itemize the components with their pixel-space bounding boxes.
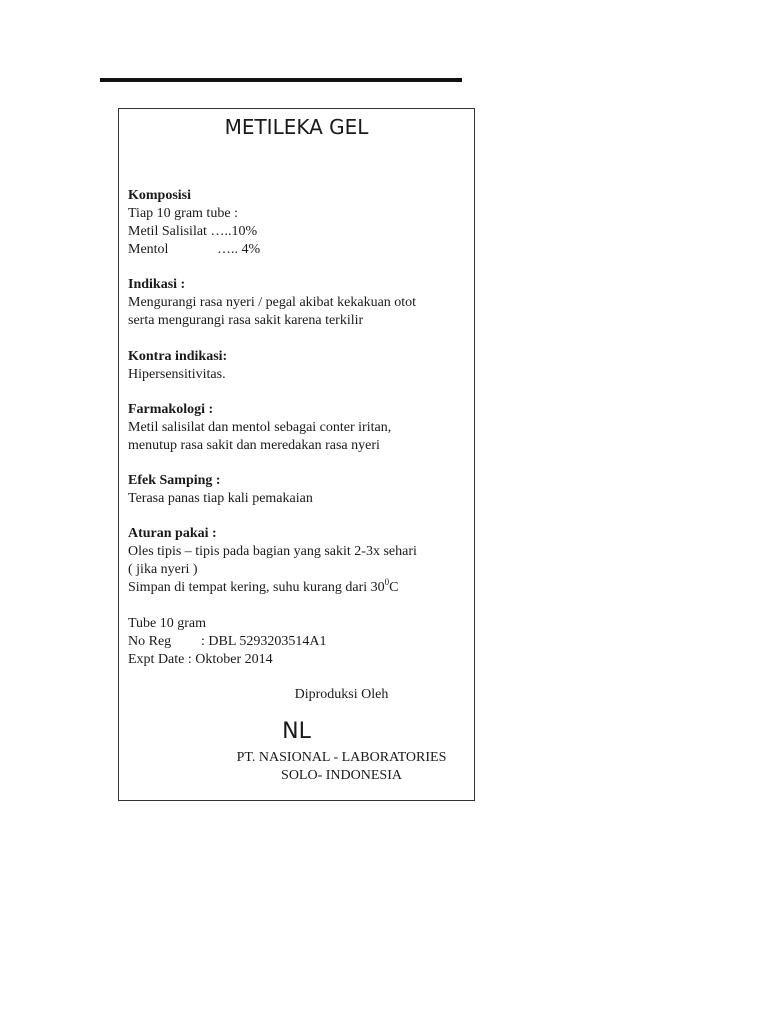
indikasi-heading: Indikasi : [128,277,186,292]
product-label [118,108,475,801]
komposisi-item-mentol [128,241,468,259]
produced-by: Diproduksi Oleh [294,687,389,702]
indikasi-line-1: Mengurangi rasa nyeri / pegal akibat kekakuan otot [128,295,417,310]
storage-text: Simpan di tempat kering, suhu kurang dari 30 [128,580,385,595]
farmakologi-line-1: Metil salisilat dan mentol sebagai conter iritan, [128,420,392,435]
product-title: METILEKA GEL [224,115,369,139]
farmakologi-line-2: menutup rasa sakit dan meredakan rasa nyeri [128,438,380,453]
komposisi-per: Tiap 10 gram tube : [128,206,238,221]
tube-size: Tube 10 gram [128,616,207,631]
company-name: PT. NASIONAL - LABORATORIES [236,750,447,765]
aturan-heading: Aturan pakai : [128,526,217,541]
section-farmakologi [128,401,468,455]
noreg-value: : DBL 5293203514A1 [201,634,327,649]
company-city: SOLO- INDONESIA [281,768,402,783]
section-kontra-indikasi [128,348,468,384]
storage-unit: C [389,580,399,595]
degree-sup: 0 [384,577,390,587]
komposisi-item1-value: …..10% [210,224,258,239]
section-efek-samping [128,472,468,508]
section-komposisi [128,187,468,259]
kontra-heading: Kontra indikasi: [128,349,228,364]
indikasi-line-2: serta mengurangi rasa sakit karena terkilir [128,313,364,328]
section-indikasi [128,276,468,330]
section-info [128,615,468,669]
section-aturan-pakai [128,525,468,597]
efek-heading: Efek Samping : [128,473,221,488]
komposisi-item1-name: Metil Salisilat [128,224,207,239]
komposisi-heading: Komposisi [128,188,192,203]
komposisi-item2-value: ….. 4% [217,242,261,257]
registration-number [128,633,468,651]
kontra-line-1: Hipersensitivitas. [128,367,226,382]
expiry-date: Expt Date : Oktober 2014 [128,652,273,667]
company-logo: NL [282,719,311,744]
aturan-line-2: ( jika nyeri ) [128,562,198,577]
aturan-line-3 [128,579,468,597]
efek-line-1: Terasa panas tiap kali pemakaian [128,491,313,506]
farmakologi-heading: Farmakologi : [128,402,214,417]
komposisi-item2-name: Mentol [128,242,169,257]
noreg-label: No Reg [128,634,172,649]
komposisi-item-metil [128,223,468,241]
top-rule [100,78,462,82]
aturan-line-1: Oles tipis – tipis pada bagian yang sakit 2-3x sehari [128,544,417,559]
